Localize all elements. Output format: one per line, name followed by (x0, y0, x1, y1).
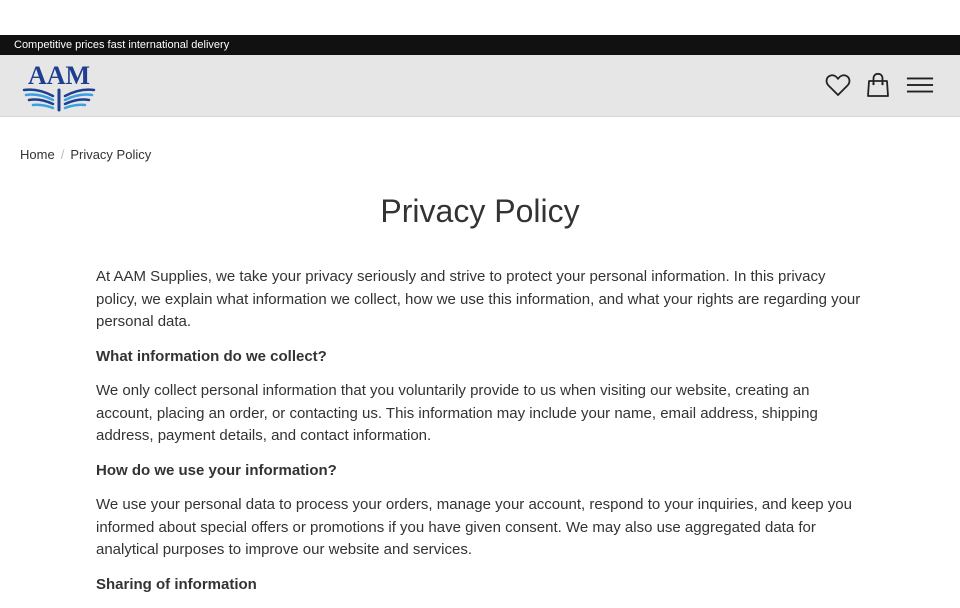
wishlist-button[interactable] (824, 71, 852, 99)
page-title: Privacy Policy (380, 193, 580, 229)
promo-text: Competitive prices fast international delivery (14, 39, 230, 51)
logo-text: AAM (27, 61, 91, 90)
section-heading-use: How do we use your information? (96, 461, 337, 479)
section-heading-sharing: Sharing of information (96, 575, 257, 593)
top-spacer (0, 0, 960, 35)
breadcrumb-separator: / (60, 147, 65, 162)
breadcrumb-home-link[interactable]: Home (20, 147, 55, 162)
cart-button[interactable] (864, 71, 892, 99)
policy-content (96, 266, 864, 608)
logo-mark (20, 60, 98, 112)
intro-paragraph: At AAM Supplies, we take your privacy seriously and strive to protect your personal information. In this privacy policy, we explain what information we collect, how we use this information, and what your rights are regarding your personal data. (96, 268, 861, 330)
site-logo[interactable] (20, 60, 98, 112)
promo-bar (0, 35, 960, 55)
collect-paragraph: We only collect personal information that you voluntarily provide to us when visiting our website, creating an account, placing an order, or contacting us. This information may include your name, email address, shipping address, payment details, and contact information. (96, 382, 818, 444)
header-actions (824, 71, 934, 99)
breadcrumb-current: Privacy Policy (70, 147, 152, 162)
site-header (0, 55, 960, 117)
use-paragraph: We use your personal data to process your orders, manage your account, respond to your inquiries, and keep you informed about special offers or promotions if you have given consent. We may also use aggregated data for analytical purposes to improve our website and services. (96, 496, 852, 558)
heart-icon (825, 73, 851, 97)
section-heading-collect: What information do we collect? (96, 347, 327, 365)
shopping-bag-icon (866, 72, 890, 98)
menu-button[interactable] (906, 71, 934, 99)
hamburger-menu-icon (906, 75, 934, 95)
breadcrumb (20, 147, 151, 162)
